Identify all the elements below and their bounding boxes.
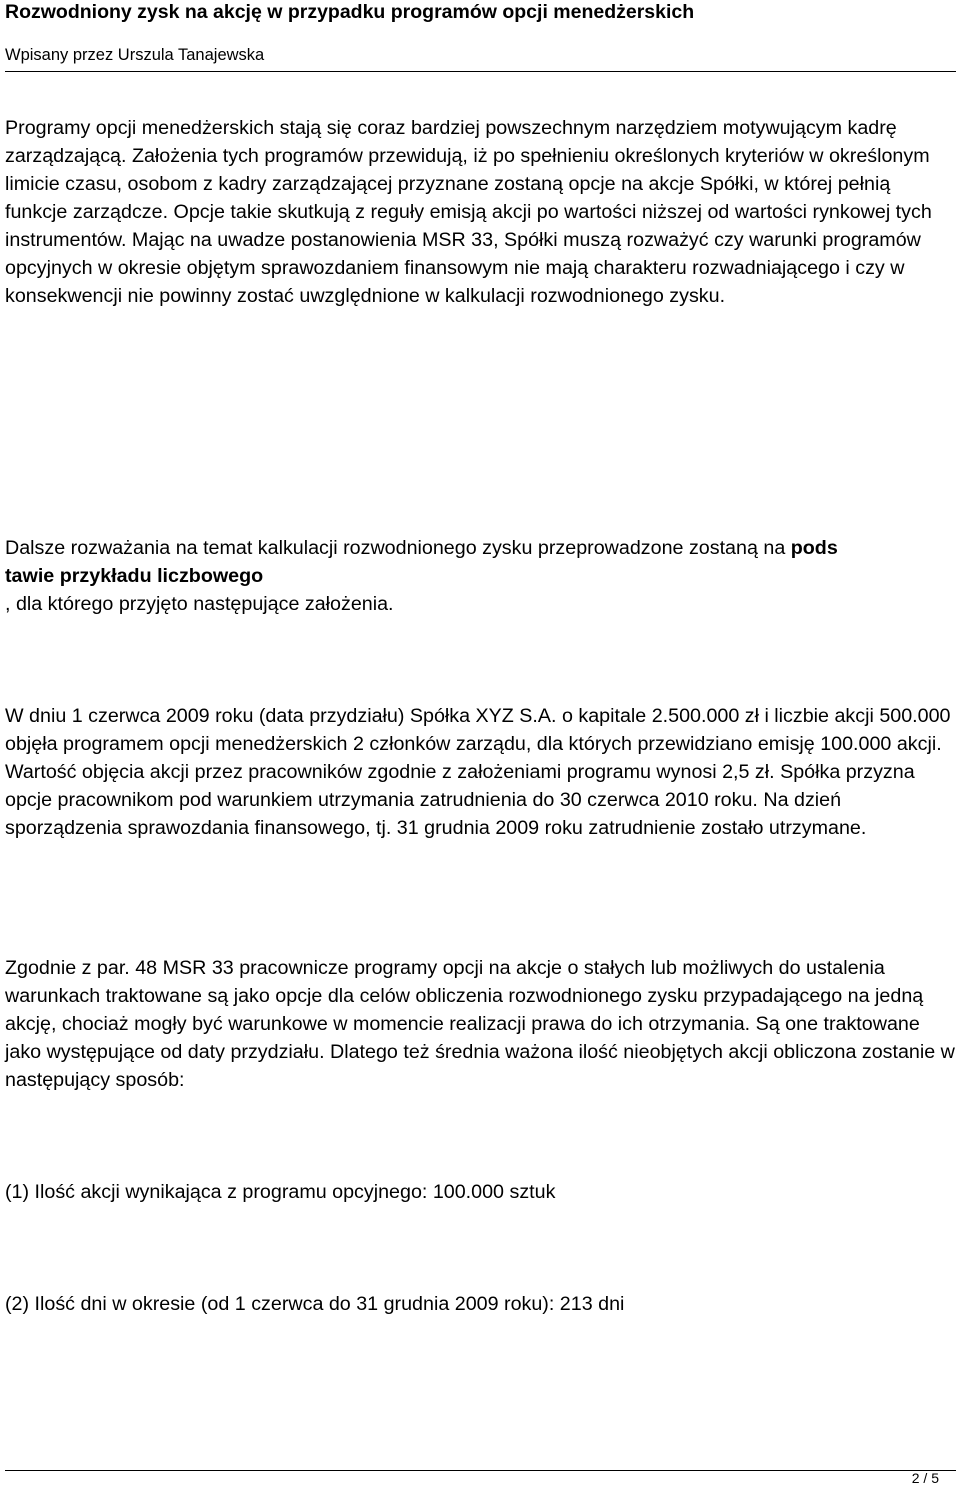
footer-divider xyxy=(5,1470,956,1471)
paragraph-example-intro-end: , dla którego przyjęto następujące założenia. xyxy=(5,593,394,615)
example-link-part-2[interactable]: tawie przykładu liczbowego xyxy=(5,565,264,587)
page-number: 2 / 5 xyxy=(911,1470,939,1486)
paragraph-intro: Programy opcji menedżerskich stają się coraz bardziej powszechnym narzędziem motywującym kadrę zarządzającą. Założenia tych programów przewidują, iż po spełnieniu określonych kryteriów w określonym limicie czasu, osobom z kadry zarządzającej przyznane zostaną opcje na akcje Spółki, w której pełnią funkcje zarządcze. Opcje takie skutkują z reguły emisją akcji po wartości niższej od wartości rynkowej tych instrumentów. Mając na uwadze postanowienia MSR 33, Spółki muszą rozważyć czy warunki programów opcyjnych w okresie objętym sprawozdaniem finansowym nie mają charakteru rozwadniającego i czy w konsekwencji nie powinny zostać uwzględnione w kalkulacji rozwodnionego zysku. xyxy=(5,117,932,307)
paragraph-example-intro-text: Dalsze rozważania na temat kalkulacji rozwodnionego zysku przeprowadzone zostaną na xyxy=(5,537,791,559)
paragraph-assumptions: W dniu 1 czerwca 2009 roku (data przydziału) Spółka XYZ S.A. o kapitale 2.500.000 zł i liczbie akcji 500.000 objęła programem opcji menedżerskich 2 członków zarządu, dla których przewidziano emisję 100.000 akcji. Wartość objęcia akcji przez pracowników zgodnie z założeniami programu wynosi 2,5 zł. Spółka przyzna opcje pracownikom pod warunkiem utrzymania zatrudnienia do 30 czerwca 2010 roku. Na dzień sporządzenia sprawozdania finansowego, tj. 31 grudnia 2009 roku zatrudnienie zostało utrzymane. xyxy=(5,705,951,839)
page-title: Rozwodniony zysk na akcję w przypadku programów opcji menedżerskich xyxy=(5,1,695,23)
list-item-1: (1) Ilość akcji wynikająca z programu opcyjnego: 100.000 sztuk xyxy=(5,1181,556,1203)
example-link-part-1[interactable]: pods xyxy=(790,537,838,559)
page-header xyxy=(5,0,955,66)
header-divider xyxy=(5,71,956,72)
author-line: Wpisany przez Urszula Tanajewska xyxy=(5,46,265,64)
list-item-2: (2) Ilość dni w okresie (od 1 czerwca do 31 grudnia 2009 roku): 213 dni xyxy=(5,1293,625,1315)
paragraph-msr33: Zgodnie z par. 48 MSR 33 pracownicze programy opcji na akcje o stałych lub możliwych do ustalenia warunkach traktowane są jako opcje dla celów obliczenia rozwodnionego zysku przypadającego na jedną akcję, chociaż mogły być warunkowe w momencie realizacji prawa do ich otrzymania. Są one traktowane jako występujące od daty przydziału. Dlatego też średnia ważona ilość nieobjętych akcji obliczona zostanie w następujący sposób: xyxy=(5,957,955,1091)
paragraph-example-intro xyxy=(5,534,957,618)
